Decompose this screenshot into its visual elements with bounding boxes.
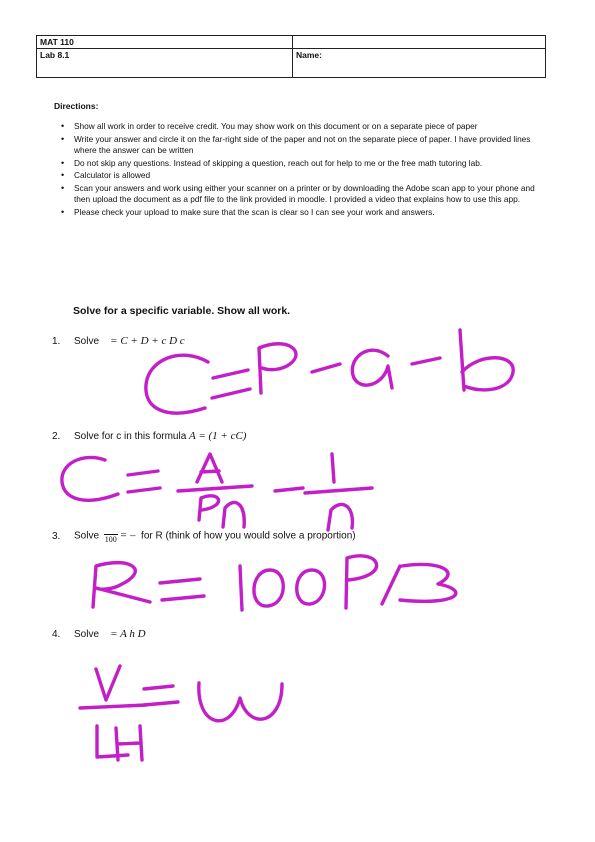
problem-prefix: Solve (74, 336, 100, 347)
direction-item: • Scan your answers and work using either your scanner on a printer or by downloading the Adobe scan app to your phone and then upload the document as a pdf file to the link provided in moodle. I provided a video that explains how to use this app. (61, 183, 551, 206)
problem-number: 1. (52, 336, 61, 347)
problem-number: 3. (52, 530, 61, 542)
problem-number: 4. (52, 629, 61, 640)
direction-item: • Please check your upload to make sure that the scan is clear so I can see your work and answers. (61, 207, 551, 219)
course-cell: MAT 110 (37, 36, 293, 49)
directions-title: Directions: (54, 101, 99, 111)
problem-prefix: Solve (74, 629, 100, 640)
direction-item: • Do not skip any questions. Instead of skipping a question, reach out for help to me or the free math tutoring lab. (61, 158, 551, 170)
answer-1-handwriting (146, 330, 513, 413)
problem-prefix: Solve (74, 530, 100, 542)
section-title: Solve for a specific variable. Show all work. (73, 305, 291, 317)
problem-formula: = A h D (110, 628, 146, 640)
problem-formula: A = (1 + cC) (189, 430, 247, 442)
direction-item: • Show all work in order to receive credit. You may show work on this document or on a separate piece of paper (61, 121, 551, 133)
lab-cell: Lab 8.1 (37, 49, 293, 78)
name-cell: Name: (293, 49, 546, 78)
answer-2-handwriting (62, 454, 372, 530)
direction-item: • Calculator is allowed (61, 170, 551, 182)
problem-prefix: Solve for c in this formula (74, 431, 187, 442)
answer-3-handwriting (93, 556, 456, 610)
fraction-denominator: 100 (104, 535, 117, 544)
problem-number: 2. (52, 431, 61, 442)
answer-4-handwriting (80, 666, 282, 760)
problem-formula: = C + D + c D c (110, 335, 185, 347)
direction-item: • Write your answer and circle it on the far-right side of the paper and not on the separate piece of paper. I have provided lines where the answer can be written (61, 134, 551, 157)
problem-formula: = – (119, 529, 136, 542)
problem-suffix: for R (think of how you would solve a proportion) (141, 530, 356, 542)
